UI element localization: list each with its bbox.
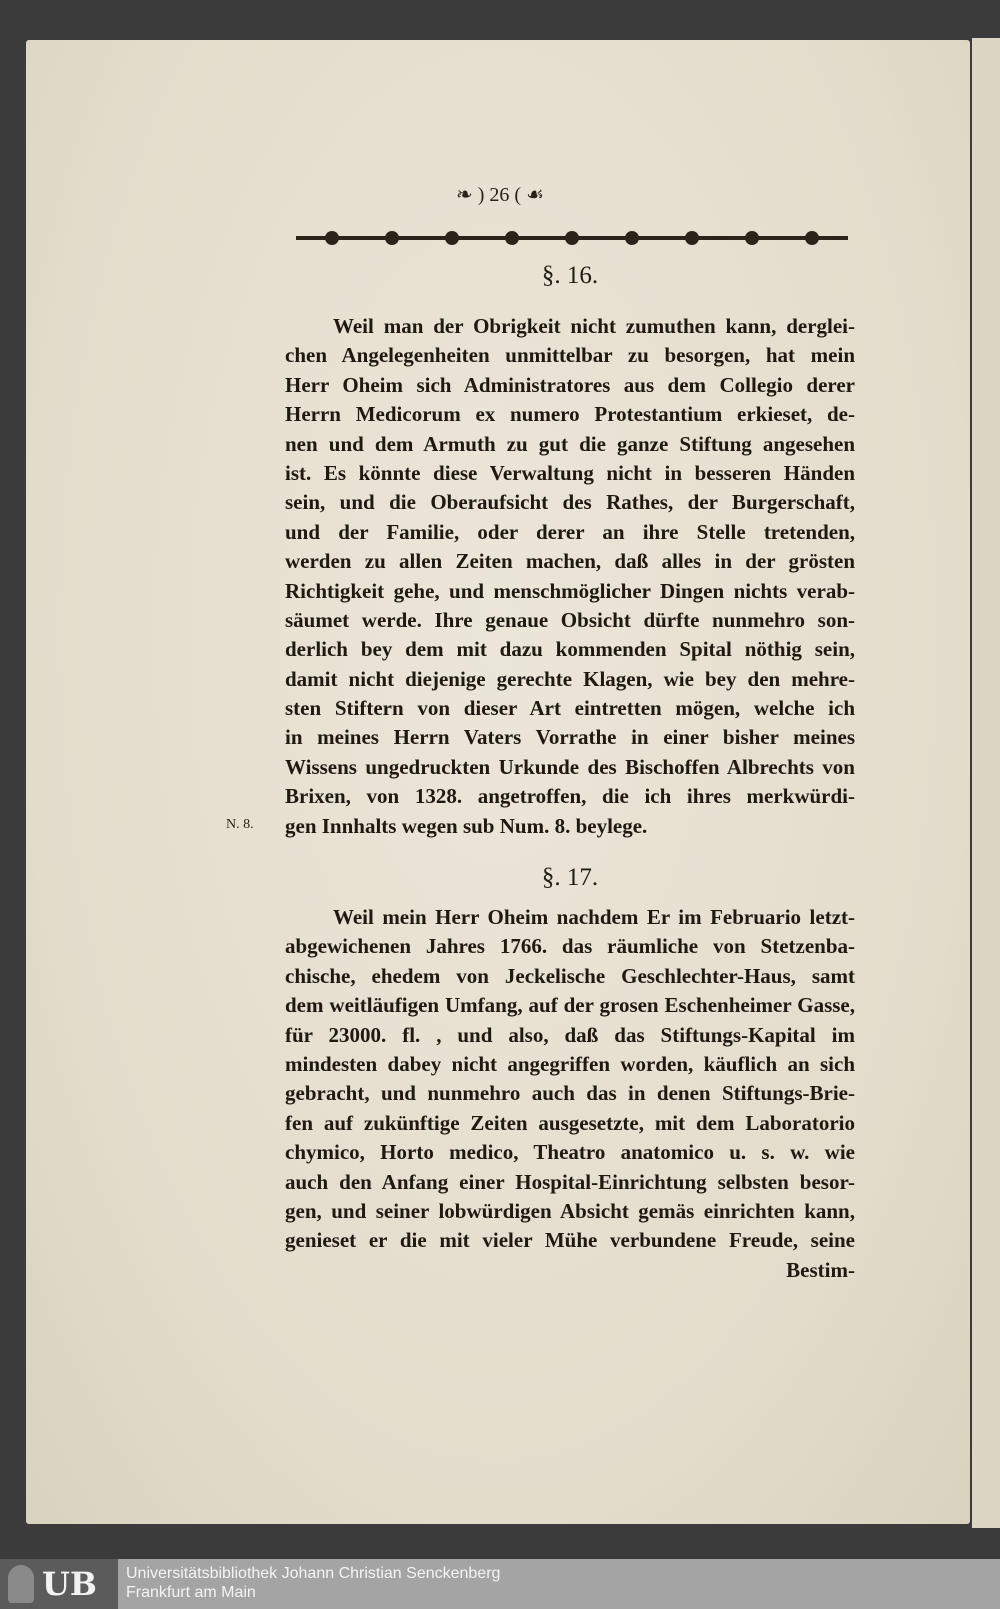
text-line: chische, ehedem von Jeckelische Geschlechter-Haus, samt: [285, 963, 855, 988]
text-line: Herr Oheim sich Administratores aus dem Collegio derer: [285, 372, 855, 397]
text-line: für 23000. fl. , und also, daß das Stiftungs-Kapital im: [285, 1022, 855, 1047]
text-line: sten Stiftern von dieser Art eintretten mögen, welche ich: [285, 696, 855, 721]
text-line: säumet werde. Ihre genaue Obsicht dürfte nunmehro son-: [285, 607, 855, 632]
senckenberg-bust-icon: [8, 1565, 34, 1603]
text-line: gen, und seiner lobwürdigen Absicht gemäs einrichten kann,: [285, 1198, 855, 1223]
text-line: dem weitläufigen Umfang, auf der grosen Eschenheimer Gasse,: [285, 993, 855, 1018]
library-name-line2: Frankfurt am Main: [126, 1584, 256, 1601]
text-line: sein, und die Oberaufsicht des Rathes, der Burgerschaft,: [285, 490, 855, 515]
text-line: damit nicht diejenige gerechte Klagen, wie bey den mehre-: [285, 666, 855, 691]
text-line: in meines Herrn Vaters Vorrathe in einer bisher meines: [285, 725, 855, 750]
text-line: Herrn Medicorum ex numero Protestantium erkieset, de-: [285, 402, 855, 427]
library-name-line1: Universitätsbibliothek Johann Christian Senckenberg: [126, 1565, 501, 1582]
ub-logo[interactable]: [0, 1559, 118, 1609]
text-line: gen Innhalts wegen sub Num. 8. beylege.: [285, 813, 648, 838]
text-line: chymico, Horto medico, Theatro anatomico u. s. w. wie: [285, 1140, 855, 1165]
text-line: Weil mein Herr Oheim nachdem Er im Februario letzt-: [333, 905, 855, 929]
text-line: Richtigkeit gehe, und menschmöglicher Dingen nichts verab-: [285, 578, 855, 603]
text-line: und der Familie, oder derer an ihre Stelle tretenden,: [285, 519, 855, 544]
ornament-divider: [292, 228, 852, 248]
page-number: ❧ ) 26 ( ☙: [455, 184, 544, 206]
ub-logo-text: UB: [42, 1565, 97, 1603]
text-line: abgewichenen Jahres 1766. das räumliche von Stetzenba-: [285, 934, 855, 959]
text-line: fen auf zukünftige Zeiten ausgesetzte, mit dem Laboratorio: [285, 1110, 855, 1135]
text-line: chen Angelegenheiten unmittelbar zu besorgen, hat mein: [285, 343, 855, 368]
section-17-heading: §. 17.: [541, 864, 599, 891]
margin-note: N. 8.: [226, 817, 254, 832]
library-name: [126, 1564, 500, 1602]
text-line: Weil man der Obrigkeit nicht zumuthen kann, derglei-: [333, 314, 855, 338]
section-16-text: [285, 312, 855, 841]
text-line: Brixen, von 1328. angetroffen, die ich ihres merkwürdi-: [285, 784, 855, 809]
text-line: nen und dem Armuth zu gut die ganze Stiftung angesehen: [285, 431, 855, 456]
text-line: gebracht, und nunmehro auch das in denen Stiftungs-Brie-: [285, 1081, 855, 1106]
text-line: mindesten dabey nicht angegriffen worden, käuflich an sich: [285, 1051, 855, 1076]
text-line: genieset er die mit vieler Mühe verbundene Freude, seine: [285, 1228, 855, 1253]
text-line: Wissens ungedruckten Urkunde des Bischoffen Albrechts von: [285, 754, 855, 779]
text-line: werden zu allen Zeiten machen, daß alles in der grösten: [285, 549, 855, 574]
section-17-text: [285, 903, 855, 1285]
text-line: auch den Anfang einer Hospital-Einrichtung selbsten besor-: [285, 1169, 855, 1194]
next-page-edge: [972, 38, 1000, 1528]
text-line: ist. Es könnte diese Verwaltung nicht in besseren Händen: [285, 460, 855, 485]
catchword: Bestim-: [786, 1257, 855, 1282]
text-line: derlich bey dem mit dazu kommenden Spital nöthig sein,: [285, 637, 855, 662]
library-footer: [0, 1559, 1000, 1609]
section-16-heading: §. 16.: [541, 262, 599, 289]
